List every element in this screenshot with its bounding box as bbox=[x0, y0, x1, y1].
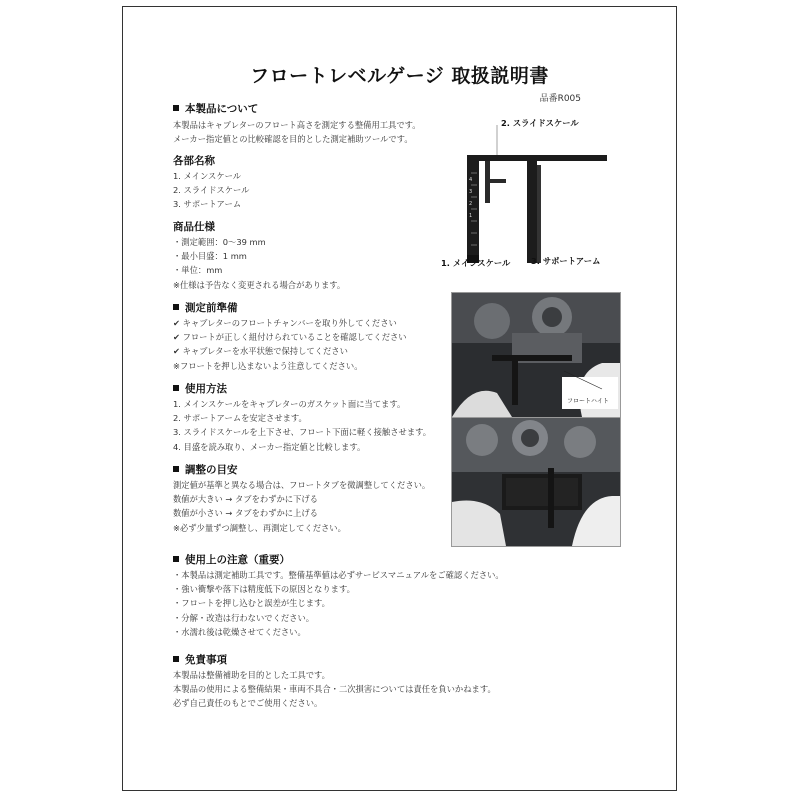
section-prep bbox=[173, 300, 453, 373]
text-line: ✔ キャブレターを水平状態で保持してください bbox=[173, 346, 348, 357]
text-line: 本製品は整備補助を目的とした工具です。 bbox=[173, 670, 330, 680]
section-heading: 使用上の注意（重要） bbox=[185, 554, 290, 566]
heading-square-icon bbox=[173, 385, 179, 391]
text-line: ※必ず少量ずつ調整し、再測定してください。 bbox=[173, 522, 346, 533]
text-line: ・単位：mm bbox=[173, 265, 223, 276]
text-line: 数値が小さい → タブをわずかに上げる bbox=[173, 508, 318, 519]
section-disclaimer bbox=[173, 652, 573, 711]
section-heading: 商品仕様 bbox=[173, 221, 215, 233]
section-usage bbox=[173, 381, 453, 454]
heading-square-icon bbox=[173, 105, 179, 111]
section-heading: 各部名称 bbox=[173, 155, 215, 167]
section-heading: 使用方法 bbox=[185, 383, 227, 395]
text-line: ✔ フロートが正しく組付けられていることを確認してください bbox=[173, 332, 407, 343]
photo-drawing bbox=[452, 418, 620, 546]
text-line: ※仕様は予告なく変更される場合があります。 bbox=[173, 279, 346, 290]
photo-measurement-1 bbox=[451, 292, 621, 418]
section-about bbox=[173, 101, 453, 146]
section-caution bbox=[173, 552, 573, 639]
section-specs bbox=[173, 219, 453, 292]
text-line: 4. 目盛を読み取り、メーカー指定値と比較します。 bbox=[173, 441, 366, 452]
text-line: 本製品の使用による整備結果・車両不具合・二次損害については責任を負いかねます。 bbox=[173, 684, 496, 695]
heading-square-icon bbox=[173, 304, 179, 310]
text-line: 必ず自己責任のもとでご使用ください。 bbox=[173, 698, 323, 709]
section-adjust bbox=[173, 462, 453, 535]
text-line: ・最小目盛：1 mm bbox=[173, 251, 247, 262]
text-line: 測定値が基準と異なる場合は、フロートタブを微調整してください。 bbox=[173, 480, 431, 490]
text-line: ・水濡れ後は乾燥させてください。 bbox=[173, 626, 306, 637]
label-slide-scale: 2. スライドスケール bbox=[501, 118, 579, 128]
scale-number: 1 bbox=[469, 213, 473, 219]
section-heading: 調整の目安 bbox=[185, 464, 238, 476]
page-title: フロートレベルゲージ 取扱説明書 bbox=[250, 65, 549, 87]
label-support-arm: 3. サポートアーム bbox=[531, 256, 601, 266]
text-line: 本製品はキャブレターのフロート高さを測定する整備用工具です。 bbox=[173, 120, 421, 130]
scale-number: 2 bbox=[469, 201, 473, 207]
section-heading: 測定前準備 bbox=[185, 302, 238, 314]
section-parts bbox=[173, 153, 453, 212]
scale-number: 3 bbox=[469, 189, 473, 195]
photo-drawing bbox=[452, 293, 620, 417]
heading-square-icon bbox=[173, 466, 179, 472]
text-line: ・本製品は測定補助工具です。整備基準値は必ずサービスマニュアルをご確認ください。 bbox=[173, 570, 504, 580]
text-line: 数値が大きい → タブをわずかに下げる bbox=[173, 494, 318, 505]
photo-measurement-2 bbox=[451, 417, 621, 547]
list-item: 3. サポートアーム bbox=[173, 199, 242, 210]
text-line: ・測定範囲：0〜39 mm bbox=[173, 237, 266, 247]
text-line: 3. スライドスケールを上下させ、フロート下面に軽く接触させます。 bbox=[173, 427, 432, 438]
heading-square-icon bbox=[173, 656, 179, 662]
text-line: ※フロートを押し込まないよう注意してください。 bbox=[173, 360, 363, 371]
section-heading: 本製品について bbox=[185, 103, 259, 115]
text-line: ・フロートを押し込むと誤差が生じます。 bbox=[173, 598, 330, 609]
section-heading: 免責事項 bbox=[185, 654, 227, 666]
text-line: 1. メインスケールをキャブレターのガスケット面に当てます。 bbox=[173, 399, 406, 409]
text-line: 2. サポートアームを安定させます。 bbox=[173, 413, 307, 424]
tool-drawing bbox=[433, 115, 633, 275]
part-number: 品番R005 bbox=[539, 94, 581, 104]
tool-diagram bbox=[433, 115, 633, 275]
scale-number: 4 bbox=[469, 177, 473, 183]
text-line: ✔ キャブレターのフロートチャンバーを取り外してください bbox=[173, 318, 397, 328]
label-main-scale: 1. メインスケール bbox=[441, 258, 511, 268]
list-item: 2. スライドスケール bbox=[173, 185, 250, 196]
text-line: メーカー指定値との比較確認を目的とした測定補助ツールです。 bbox=[173, 134, 413, 145]
text-line: ・分解・改造は行わないでください。 bbox=[173, 612, 315, 623]
heading-square-icon bbox=[173, 556, 179, 562]
list-item: 1. メインスケール bbox=[173, 171, 242, 181]
text-line: ・強い衝撃や落下は精度低下の原因となります。 bbox=[173, 584, 355, 595]
manual-page bbox=[122, 6, 677, 791]
photo-label: フロートハイト bbox=[567, 398, 609, 405]
